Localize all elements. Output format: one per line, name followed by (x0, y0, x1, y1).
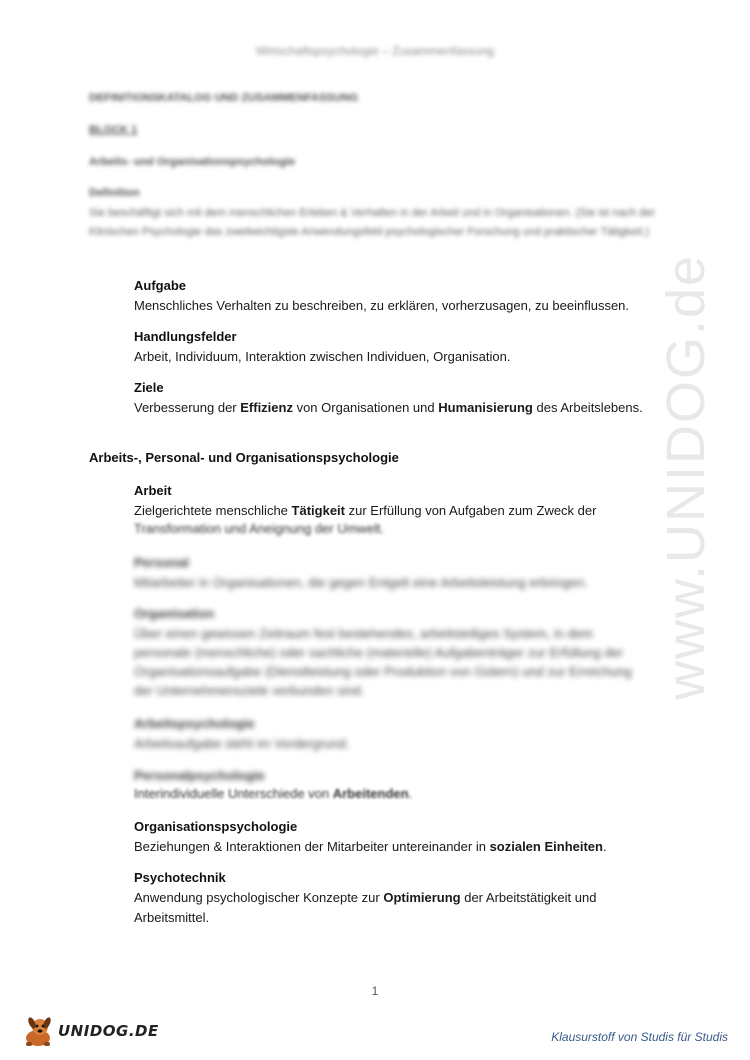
section-aufgabe (134, 276, 654, 316)
section-title: Personalpsychologie (134, 768, 265, 783)
section-ziele (134, 378, 654, 418)
section-organisation (134, 604, 644, 700)
section-text-line2: Arbeitsmittel. (134, 910, 210, 925)
personalpsychologie-text: Interindividuelle Unterschiede von Arbeitenden. (134, 786, 413, 801)
block-label: BLOCK 1 (89, 124, 138, 136)
section-arbeitspsychologie (134, 714, 654, 754)
footer-tagline: Klausurstoff von Studis für Studis (551, 1030, 728, 1044)
section-title: Personal (134, 555, 189, 570)
section-personal (134, 553, 654, 593)
page-header: Wirtschaftspsychologie – Zusammenfassung (255, 44, 495, 58)
section-text: Über einen gewissen Zeitraum fest bestehendes, arbeitsteiliges System, in dem personale (menschliche) oder sachliche (materielle) Aufgabenträger zur Erfüllung der Organisationsaufgabe (Dienstleistung oder Produktion von Gütern) und zur Erreichung der Unternehmensziele verbunden sind. (134, 626, 632, 698)
section-psychotechnik (134, 868, 654, 928)
watermark: www.UNIDOG.de (656, 253, 716, 700)
topic-title: Arbeits- und Organisationspsychologie (89, 156, 295, 168)
section-title: Organisation (134, 606, 215, 621)
section-text: Beziehungen & Interaktionen der Mitarbeiter untereinander in sozialen Einheiten. (134, 839, 607, 854)
section-text: Verbesserung der Effizienz von Organisationen und Humanisierung des Arbeitslebens. (134, 400, 643, 415)
logo-text: UNIDOG.DE (58, 1022, 159, 1040)
page-number: 1 (371, 984, 379, 998)
section-title: Aufgabe (134, 278, 186, 293)
section-handlungsfelder (134, 327, 654, 367)
section-title: Handlungsfelder (134, 329, 237, 344)
definition-title: Definition (89, 187, 140, 199)
section-text: Zielgerichtete menschliche Tätigkeit zur Erfüllung von Aufgaben zum Zweck der (134, 503, 597, 518)
section-text: Anwendung psychologischer Konzepte zur Optimierung der Arbeitstätigkeit und (134, 890, 597, 905)
section-text: Mitarbeiter in Organisationen, die gegen Entgelt eine Arbeitsleistung erbringen. (134, 575, 588, 590)
catalog-title: DEFINITIONSKATALOG UND ZUSAMMENFASSUNG (89, 92, 359, 104)
heading-arbeits-personal-organisationspsychologie: Arbeits-, Personal- und Organisationspsychologie (89, 450, 399, 465)
unidog-logo (20, 1014, 159, 1048)
section-text: Menschliches Verhalten zu beschreiben, zu erklären, vorherzusagen, zu beeinflussen. (134, 298, 630, 313)
section-title: Arbeitspsychologie (134, 716, 255, 731)
dog-mascot-icon (20, 1014, 56, 1048)
section-title: Ziele (134, 380, 164, 395)
section-personalpsychologie (134, 766, 654, 786)
section-arbeit (134, 481, 654, 521)
section-organisationspsychologie (134, 817, 654, 857)
arbeit-text-line2: Transformation und Aneignung der Umwelt. (134, 521, 385, 536)
section-title: Psychotechnik (134, 870, 226, 885)
definition-text: Sie beschäftigt sich mit dem menschlichen Erleben & Verhalten in der Arbeit und in Organisationen. (Sie ist nach der Klinischen Psychologie das zweitwichtigste Anwendungsfeld psychologischer Forschung und praktischer Tätigkeit.) (89, 207, 656, 238)
section-text: Arbeitsaufgabe steht im Vordergrund. (134, 736, 350, 751)
section-text: Arbeit, Individuum, Interaktion zwischen Individuen, Organisation. (134, 349, 511, 364)
section-title: Organisationspsychologie (134, 819, 298, 834)
section-title: Arbeit (134, 483, 172, 498)
